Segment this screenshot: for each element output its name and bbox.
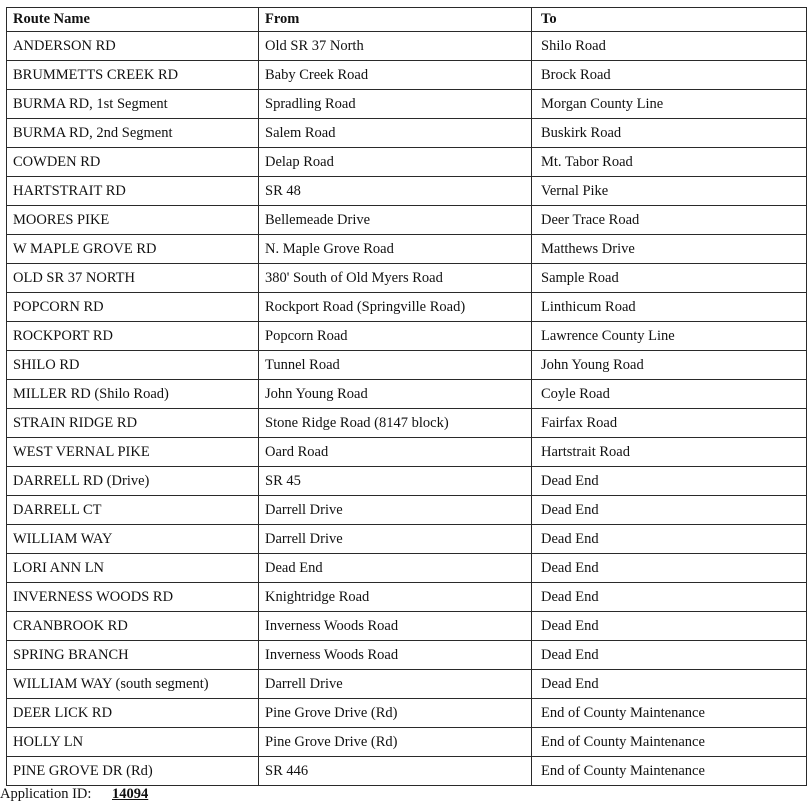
route-name-cell: STRAIN RIDGE RD bbox=[7, 409, 259, 438]
table-row bbox=[7, 554, 807, 583]
to-cell: Buskirk Road bbox=[532, 119, 807, 148]
from-cell: Salem Road bbox=[259, 119, 532, 148]
from-cell: SR 45 bbox=[259, 467, 532, 496]
table-row bbox=[7, 32, 807, 61]
to-cell: Vernal Pike bbox=[532, 177, 807, 206]
to-cell: Mt. Tabor Road bbox=[532, 148, 807, 177]
route-name-cell: DEER LICK RD bbox=[7, 699, 259, 728]
route-name-cell: WILLIAM WAY (south segment) bbox=[7, 670, 259, 699]
from-cell: Pine Grove Drive (Rd) bbox=[259, 699, 532, 728]
to-cell: Matthews Drive bbox=[532, 235, 807, 264]
from-cell: Inverness Woods Road bbox=[259, 641, 532, 670]
to-cell: Brock Road bbox=[532, 61, 807, 90]
table-row bbox=[7, 757, 807, 786]
to-cell: Dead End bbox=[532, 641, 807, 670]
from-cell: Darrell Drive bbox=[259, 525, 532, 554]
route-name-cell: WEST VERNAL PIKE bbox=[7, 438, 259, 467]
table-row bbox=[7, 119, 807, 148]
table-row bbox=[7, 583, 807, 612]
application-id-label: Application ID: bbox=[0, 786, 92, 802]
to-cell: End of County Maintenance bbox=[532, 728, 807, 757]
from-cell: Delap Road bbox=[259, 148, 532, 177]
to-cell: Deer Trace Road bbox=[532, 206, 807, 235]
to-cell: End of County Maintenance bbox=[532, 757, 807, 786]
table-row bbox=[7, 699, 807, 728]
table-row bbox=[7, 90, 807, 119]
route-name-cell: SHILO RD bbox=[7, 351, 259, 380]
route-name-cell: HOLLY LN bbox=[7, 728, 259, 757]
route-name-cell: W MAPLE GROVE RD bbox=[7, 235, 259, 264]
from-cell: John Young Road bbox=[259, 380, 532, 409]
to-cell: End of County Maintenance bbox=[532, 699, 807, 728]
from-cell: Spradling Road bbox=[259, 90, 532, 119]
route-name-cell: LORI ANN LN bbox=[7, 554, 259, 583]
from-cell: 380' South of Old Myers Road bbox=[259, 264, 532, 293]
route-name-cell: PINE GROVE DR (Rd) bbox=[7, 757, 259, 786]
from-cell: SR 48 bbox=[259, 177, 532, 206]
from-cell: Old SR 37 North bbox=[259, 32, 532, 61]
header-to: To bbox=[532, 8, 807, 32]
to-cell: Sample Road bbox=[532, 264, 807, 293]
to-cell: Dead End bbox=[532, 496, 807, 525]
to-cell: Dead End bbox=[532, 467, 807, 496]
table-row bbox=[7, 206, 807, 235]
route-name-cell: CRANBROOK RD bbox=[7, 612, 259, 641]
table-row bbox=[7, 641, 807, 670]
to-cell: Lawrence County Line bbox=[532, 322, 807, 351]
from-cell: Darrell Drive bbox=[259, 670, 532, 699]
route-name-cell: ANDERSON RD bbox=[7, 32, 259, 61]
from-cell: Rockport Road (Springville Road) bbox=[259, 293, 532, 322]
to-cell: Shilo Road bbox=[532, 32, 807, 61]
routes-table bbox=[6, 7, 807, 786]
route-name-cell: DARRELL CT bbox=[7, 496, 259, 525]
to-cell: Dead End bbox=[532, 554, 807, 583]
table-row bbox=[7, 438, 807, 467]
header-row bbox=[7, 8, 807, 32]
table-row bbox=[7, 148, 807, 177]
route-name-cell: POPCORN RD bbox=[7, 293, 259, 322]
table-row bbox=[7, 293, 807, 322]
from-cell: Darrell Drive bbox=[259, 496, 532, 525]
from-cell: Knightridge Road bbox=[259, 583, 532, 612]
table-row bbox=[7, 409, 807, 438]
from-cell: N. Maple Grove Road bbox=[259, 235, 532, 264]
from-cell: Stone Ridge Road (8147 block) bbox=[259, 409, 532, 438]
from-cell: Bellemeade Drive bbox=[259, 206, 532, 235]
route-name-cell: WILLIAM WAY bbox=[7, 525, 259, 554]
route-name-cell: MOORES PIKE bbox=[7, 206, 259, 235]
route-name-cell: SPRING BRANCH bbox=[7, 641, 259, 670]
to-cell: Linthicum Road bbox=[532, 293, 807, 322]
application-id-value: 14094 bbox=[112, 786, 149, 802]
header-route-name: Route Name bbox=[7, 8, 259, 32]
to-cell: Dead End bbox=[532, 670, 807, 699]
to-cell: Dead End bbox=[532, 583, 807, 612]
route-name-cell: BURMA RD, 1st Segment bbox=[7, 90, 259, 119]
to-cell: Morgan County Line bbox=[532, 90, 807, 119]
route-name-cell: BRUMMETTS CREEK RD bbox=[7, 61, 259, 90]
from-cell: Popcorn Road bbox=[259, 322, 532, 351]
from-cell: Baby Creek Road bbox=[259, 61, 532, 90]
to-cell: Fairfax Road bbox=[532, 409, 807, 438]
to-cell: Coyle Road bbox=[532, 380, 807, 409]
from-cell: SR 446 bbox=[259, 757, 532, 786]
table-row bbox=[7, 728, 807, 757]
to-cell: John Young Road bbox=[532, 351, 807, 380]
route-name-cell: MILLER RD (Shilo Road) bbox=[7, 380, 259, 409]
from-cell: Inverness Woods Road bbox=[259, 612, 532, 641]
to-cell: Hartstrait Road bbox=[532, 438, 807, 467]
to-cell: Dead End bbox=[532, 612, 807, 641]
table-row bbox=[7, 467, 807, 496]
table-row bbox=[7, 670, 807, 699]
header-from: From bbox=[259, 8, 532, 32]
route-name-cell: BURMA RD, 2nd Segment bbox=[7, 119, 259, 148]
table-row bbox=[7, 525, 807, 554]
table-row bbox=[7, 380, 807, 409]
table-row bbox=[7, 322, 807, 351]
to-cell: Dead End bbox=[532, 525, 807, 554]
from-cell: Oard Road bbox=[259, 438, 532, 467]
route-name-cell: ROCKPORT RD bbox=[7, 322, 259, 351]
route-name-cell: DARRELL RD (Drive) bbox=[7, 467, 259, 496]
table-row bbox=[7, 177, 807, 206]
table-row bbox=[7, 351, 807, 380]
route-name-cell: OLD SR 37 NORTH bbox=[7, 264, 259, 293]
from-cell: Tunnel Road bbox=[259, 351, 532, 380]
table-row bbox=[7, 264, 807, 293]
table-row bbox=[7, 235, 807, 264]
application-id bbox=[0, 786, 148, 803]
route-name-cell: INVERNESS WOODS RD bbox=[7, 583, 259, 612]
route-name-cell: HARTSTRAIT RD bbox=[7, 177, 259, 206]
from-cell: Dead End bbox=[259, 554, 532, 583]
from-cell: Pine Grove Drive (Rd) bbox=[259, 728, 532, 757]
table-row bbox=[7, 612, 807, 641]
route-name-cell: COWDEN RD bbox=[7, 148, 259, 177]
table-row bbox=[7, 61, 807, 90]
table-row bbox=[7, 496, 807, 525]
